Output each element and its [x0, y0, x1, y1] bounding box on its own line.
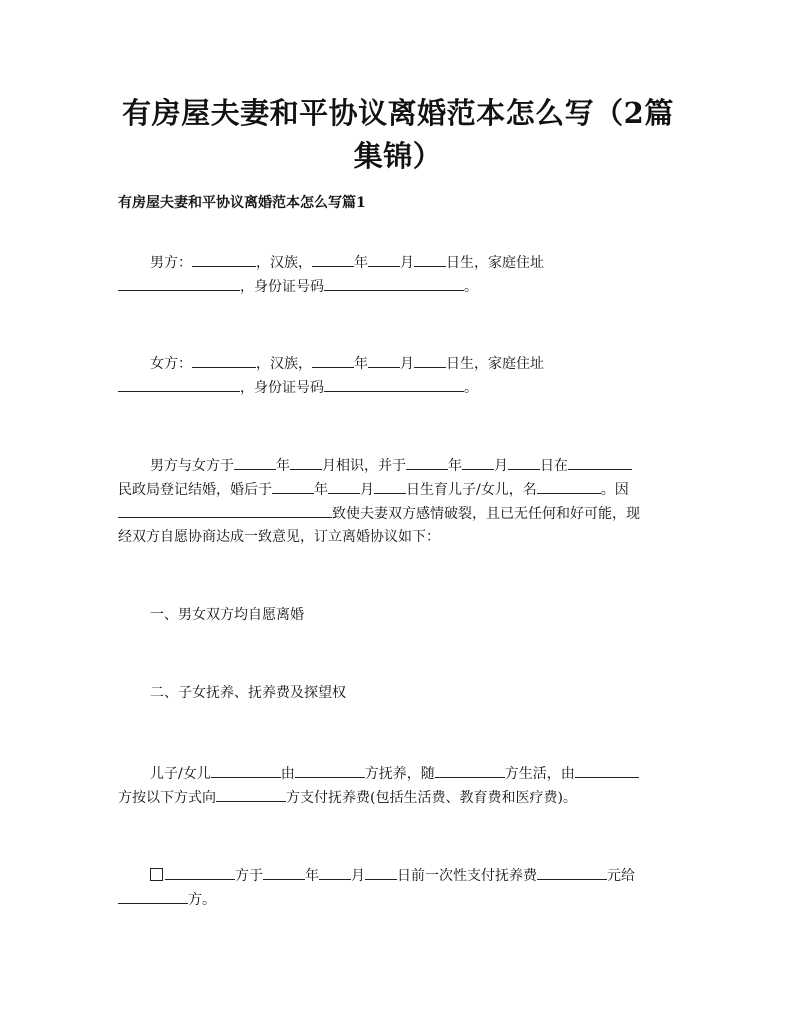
month-text: 月 — [400, 255, 414, 271]
male-label: 男方： — [150, 255, 192, 271]
ethnicity-text: ，汉族， — [256, 356, 312, 372]
custody-text: 儿子/女儿 — [150, 766, 211, 782]
id-label: ，身份证号码 — [240, 380, 324, 396]
blank-field — [462, 454, 494, 470]
blank-field — [234, 454, 276, 470]
blank-field — [118, 888, 188, 904]
blank-field — [118, 376, 240, 392]
blank-field — [365, 864, 397, 880]
intro-text: 民政局登记结婚，婚后于 — [118, 482, 272, 498]
year-text: 年 — [354, 356, 368, 372]
custody-line-2 — [118, 786, 577, 809]
payment-line-2 — [118, 888, 216, 911]
blank-field — [118, 502, 332, 518]
blank-field — [295, 762, 365, 778]
id-label: ，身份证号码 — [240, 279, 324, 295]
payment-text: 元给 — [607, 868, 635, 884]
month-text: 月 — [360, 482, 374, 498]
blank-field — [575, 762, 639, 778]
female-label: 女方： — [150, 356, 192, 372]
intro-text: 致使夫妻双方感情破裂，且已无任何和好可能，现 — [332, 506, 640, 522]
blank-field — [568, 454, 632, 470]
blank-field — [537, 864, 607, 880]
blank-field — [216, 786, 286, 802]
custody-text: 由 — [280, 766, 295, 782]
intro-text: 日生育儿子/女儿，名 — [406, 482, 537, 498]
blank-field — [508, 454, 540, 470]
year-text: 年 — [276, 458, 290, 474]
blank-field — [290, 454, 322, 470]
blank-field — [368, 251, 400, 267]
payment-text: 方。 — [188, 892, 216, 908]
year-text: 年 — [305, 868, 319, 884]
male-party-line-1 — [150, 251, 544, 274]
female-party-line-2 — [118, 376, 478, 399]
checkbox-icon[interactable] — [150, 868, 163, 881]
intro-line-1 — [150, 454, 632, 477]
payment-line-1 — [150, 864, 635, 887]
born-text: 日生，家庭住址 — [446, 356, 544, 372]
blank-field — [211, 762, 281, 778]
blank-field — [192, 352, 256, 368]
payment-text: 方于 — [235, 868, 263, 884]
blank-field — [537, 478, 601, 494]
blank-field — [368, 352, 400, 368]
blank-field — [374, 478, 406, 494]
intro-text: 男方与女方于 — [150, 458, 234, 474]
intro-text: 月相识，并于 — [322, 458, 406, 474]
document-title-line-2: 集锦） — [353, 139, 443, 173]
blank-field — [263, 864, 305, 880]
blank-field — [192, 251, 256, 267]
blank-field — [312, 251, 354, 267]
section-heading: 有房屋夫妻和平协议离婚范本怎么写篇1 — [118, 195, 366, 211]
born-text: 日生，家庭住址 — [446, 255, 544, 271]
blank-field — [324, 376, 464, 392]
intro-text: 。因 — [600, 482, 629, 498]
clause-1: 一、男女双方均自愿离婚 — [150, 607, 304, 623]
intro-line-4: 经双方自愿协商达成一致意见，订立离婚协议如下： — [118, 529, 440, 545]
blank-field — [312, 352, 354, 368]
blank-field — [319, 864, 351, 880]
period-text: 。 — [464, 279, 478, 295]
year-text: 年 — [448, 458, 462, 474]
custody-text: 方按以下方式向 — [118, 790, 216, 806]
custody-text: 方支付抚养费(包括生活费、教育费和医疗费)。 — [286, 790, 577, 806]
month-text: 月 — [494, 458, 508, 474]
blank-field — [414, 352, 446, 368]
blank-field — [328, 478, 360, 494]
ethnicity-text: ，汉族， — [256, 255, 312, 271]
blank-field — [272, 478, 314, 494]
blank-field — [435, 762, 505, 778]
year-text: 年 — [354, 255, 368, 271]
year-text: 年 — [314, 482, 328, 498]
blank-field — [324, 275, 464, 291]
document-title-line-1: 有房屋夫妻和平协议离婚范本怎么写（2篇 — [122, 96, 674, 130]
blank-field — [165, 864, 235, 880]
custody-text: 方抚养，随 — [364, 766, 435, 782]
female-party-line-1 — [150, 352, 544, 375]
payment-text: 日前一次性支付抚养费 — [397, 868, 537, 884]
custody-text: 方生活，由 — [504, 766, 575, 782]
blank-field — [118, 275, 240, 291]
intro-text: 日在 — [540, 458, 568, 474]
male-party-line-2 — [118, 275, 478, 298]
custody-line-1 — [150, 762, 639, 785]
blank-field — [414, 251, 446, 267]
period-text: 。 — [464, 380, 478, 396]
month-text: 月 — [400, 356, 414, 372]
month-text: 月 — [351, 868, 365, 884]
intro-line-3 — [118, 502, 640, 525]
intro-line-2 — [118, 478, 629, 501]
blank-field — [406, 454, 448, 470]
clause-2: 二、子女抚养、抚养费及探望权 — [150, 685, 346, 701]
